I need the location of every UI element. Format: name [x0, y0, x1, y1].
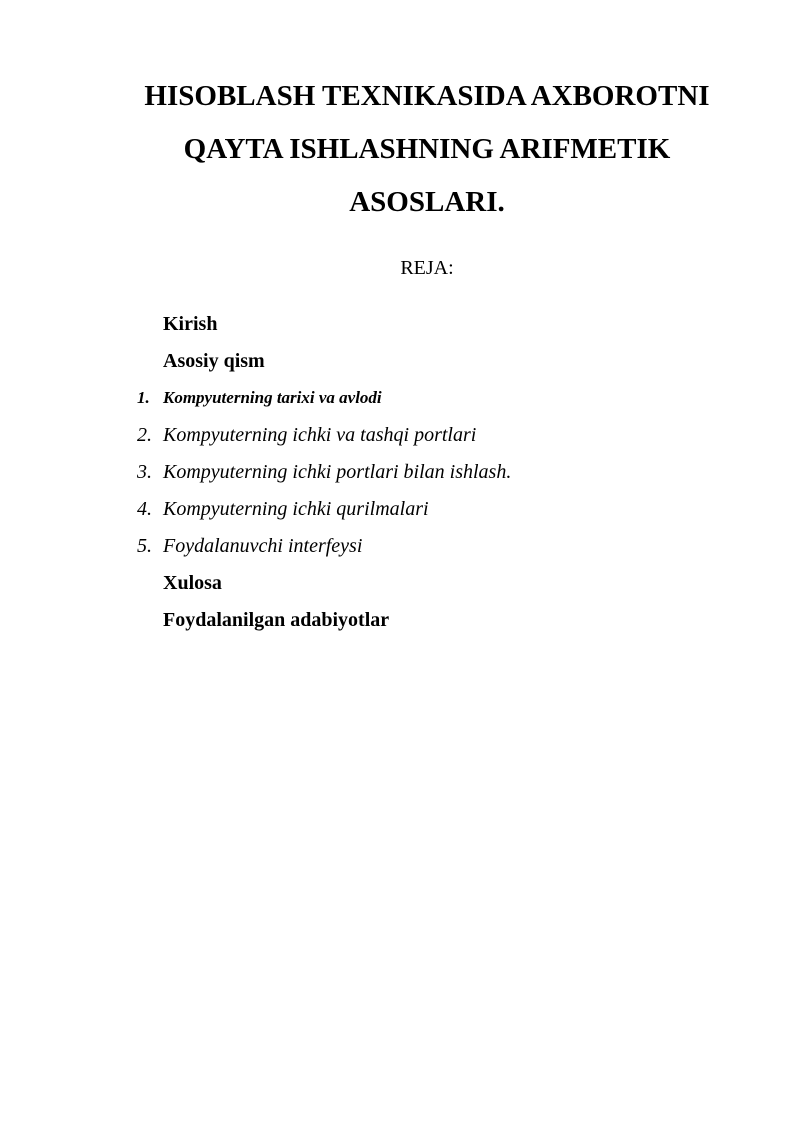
plan-conclusion: Xulosa	[163, 572, 222, 594]
plan-item-text: Kompyuterning tarixi va avlodi	[163, 388, 382, 407]
title-line-2: QAYTA ISHLASHNING ARIFMETIK	[183, 133, 671, 165]
plan-item-number: 5.	[137, 535, 152, 557]
plan-item	[0, 457, 800, 494]
plan-item-text: Kompyuterning ichki qurilmalari	[163, 498, 429, 520]
plan-item-number: 2.	[137, 424, 152, 446]
plan-item	[0, 494, 800, 531]
title-line-3: ASOSLARI.	[349, 186, 505, 218]
plan-item-text: Kompyuterning ichki va tashqi portlari	[163, 424, 477, 446]
plan-item-text: Kompyuterning ichki portlari bilan ishlash.	[163, 461, 512, 483]
plan-references-row	[0, 605, 800, 642]
plan-main-part: Asosiy qism	[163, 350, 265, 372]
plan-main-part-row	[0, 346, 800, 383]
plan-item	[0, 383, 800, 420]
plan-item	[0, 420, 800, 457]
plan-item-text: Foydalanuvchi interfeysi	[163, 535, 363, 557]
plan-intro-row	[0, 309, 800, 346]
plan-item-number: 3.	[137, 461, 152, 483]
plan-item-number: 4.	[137, 498, 152, 520]
plan-item	[0, 531, 800, 568]
plan-conclusion-row	[0, 568, 800, 605]
document-title	[110, 70, 744, 229]
plan-references: Foydalanilgan adabiyotlar	[163, 609, 390, 631]
title-line-1: HISOBLASH TEXNIKASIDA AXBOROTNI	[144, 80, 710, 112]
plan-intro: Kirish	[163, 313, 218, 335]
plan-heading: REJA:	[400, 257, 454, 279]
plan-list	[0, 309, 800, 642]
plan-item-number: 1.	[137, 388, 150, 407]
